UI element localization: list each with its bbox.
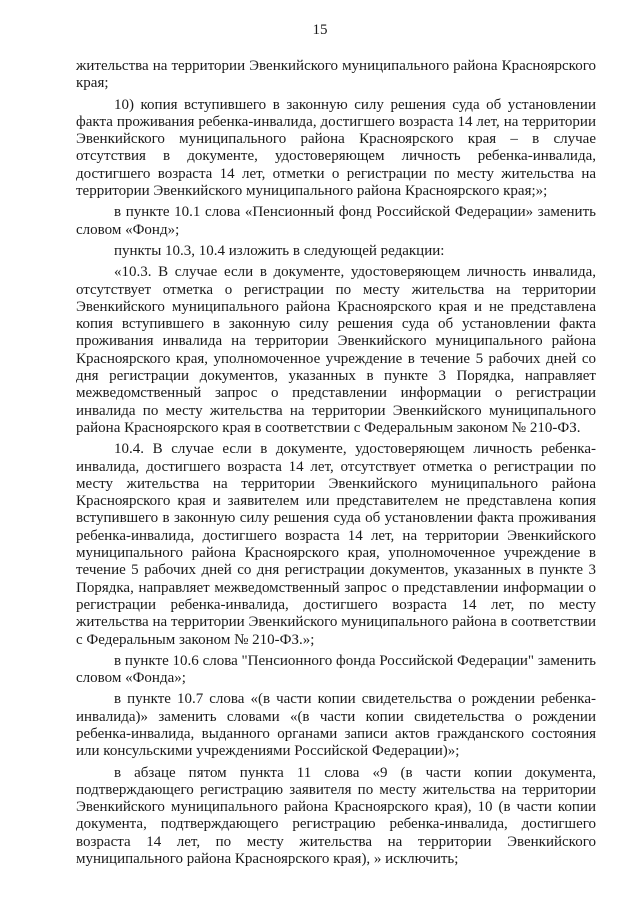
- page-number: 15: [312, 22, 328, 38]
- paragraph-10-4: 10.4. В случае если в документе, удостоверяющем личность ребенка-инвалида, достигшего возраста 14 лет, отсутствует отметка о регистрации по месту жительства на территории Эвенкийского муниципального района Красноярского края и заявителем или представителем не представлена копия вступившего в законную силу решения суда об установлении факта проживания ребенка-инвалида, достигшего возраста 14 лет, на территории Эвенкийского муниципального района Красноярского края, уполномоченное учреждение в течение 5 рабочих дней со дня регистрации документов, указанных в пункте 3 Порядка, направляет межведомственный запрос о представлении информации о регистрации ребенка-инвалида, достигшего возраста 14 лет, по месту жительства на территории Эвенкийского муниципального района в соответствии с Федеральным законом № 210-ФЗ.»;: [76, 441, 596, 648]
- paragraph-amend-10-6: в пункте 10.6 слова "Пенсионного фонда Российской Федерации" заменить словом «Фонда»;: [76, 652, 596, 687]
- document-body: [76, 58, 596, 872]
- paragraph-continuation: жительства на территории Эвенкийского муниципального района Красноярского края;: [76, 58, 596, 92]
- paragraph-amend-11: в абзаце пятом пункта 11 слова «9 (в части копии документа, подтверждающего регистрацию заявителя по месту жительства на территории Эвенкийского муниципального района Красноярского края), 10 (в части копии документа, подтверждающего регистрацию ребенка-инвалида, достигшего возраста 14 лет, по месту жительства на территории Эвенкийского муниципального района Красноярского края), » исключить;: [76, 764, 596, 868]
- paragraph-amend-10-7: в пункте 10.7 слова «(в части копии свидетельства о рождении ребенка-инвалида)» заменить словами «(в части копии свидетельства о рождении ребенка-инвалида, выданного органами записи актов гражданского состояния или консульскими учреждениями Российской Федерации)»;: [76, 691, 596, 760]
- paragraph-amend-intro: пункты 10.3, 10.4 изложить в следующей редакции:: [114, 242, 445, 259]
- paragraph-item-10: 10) копия вступившего в законную силу решения суда об установлении факта проживания ребенка-инвалида, достигшего возраста 14 лет, на территории Эвенкийского муниципального района Красноярского края – в случае отсутствия в документе, удостоверяющем личность ребенка-инвалида, достигшего возраста 14 лет, отметки о регистрации по месту жительства на территории Эвенкийского муниципального района Красноярского края;»;: [76, 96, 596, 200]
- paragraph-amend-10-1: в пункте 10.1 слова «Пенсионный фонд Российской Федерации» заменить словом «Фонд»;: [76, 204, 596, 238]
- paragraph-10-3: «10.3. В случае если в документе, удостоверяющем личность инвалида, отсутствует отметка о регистрации по месту жительства на территории Эвенкийского муниципального района Красноярского края и не представлена копия вступившего в законную силу решения суда об установлении факта проживания инвалида на территории Эвенкийского муниципального района Красноярского края, уполномоченное учреждение в течение 5 рабочих дней со дня регистрации документов, указанных в пункте 3 Порядка, направляет межведомственный запрос о представлении информации о регистрации инвалида по месту жительства на территории Эвенкийского муниципального района Красноярского края в соответствии с Федеральным законом № 210-ФЗ.: [76, 264, 596, 436]
